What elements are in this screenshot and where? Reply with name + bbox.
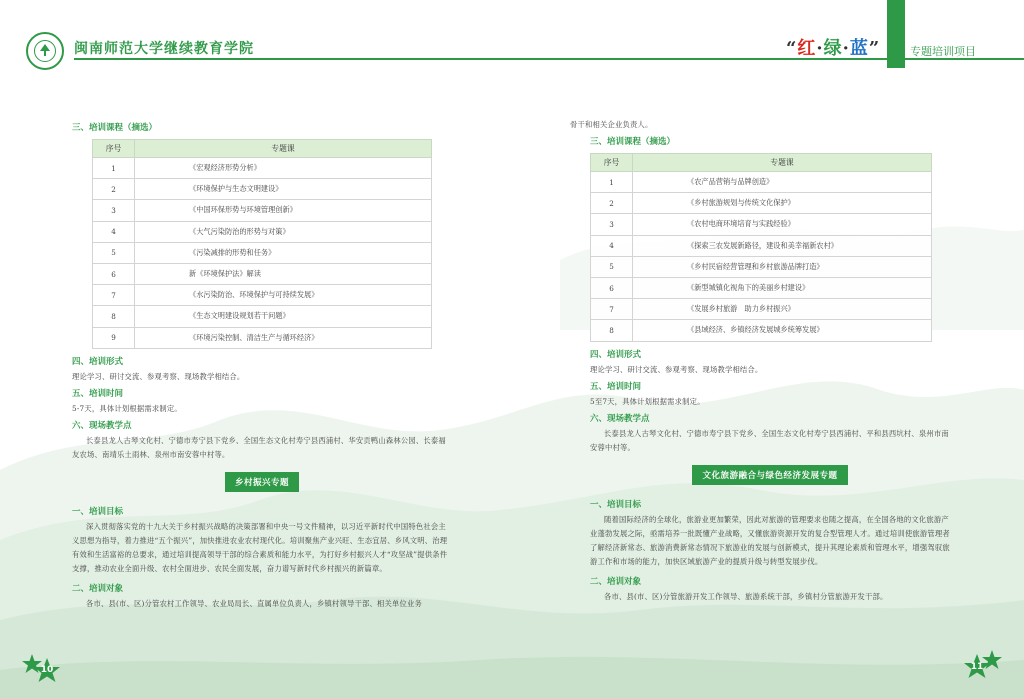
- time-heading: 五、培训时间: [72, 388, 124, 399]
- goal-heading: 一、培训目标: [72, 506, 124, 517]
- form-text: 理论学习、研讨交流、参观考察、现场教学相结合。: [590, 364, 763, 374]
- goal-text: 深入贯彻落实党的十九大关于乡村振兴战略的决策部署和中央一号文件精神，以习近平新时代中国特色社会主义思想为指导，着力推进“五个振兴”，加快推进农业农村现代化。培训聚焦产业兴旺、生态宜居、乡风文明、治理有效和生活富裕的总要求，通过培训提高领导干部的综合素质和能力水平，为打好乡村振兴人才“攻坚战”提供条件支撑，推动农业全面升级、农村全面进步、农民全面发展，奋力谱写新时代乡村振兴的新篇章。: [72, 521, 448, 573]
- table-row: 6 新《环境保护法》解读: [93, 263, 432, 284]
- form-text: 理论学习、研讨交流、参观考察、现场教学相结合。: [72, 371, 245, 381]
- table-row: 3 《中国环保形势与环境管理创新》: [93, 200, 432, 221]
- tree-icon: [38, 43, 52, 57]
- target-text: 各市、县(市、区)分管旅游开发工作领导、旅游系统干部，乡镇村分管旅游开发干部。: [604, 591, 888, 601]
- table-row: 4 《大气污染防治的形势与对策》: [93, 221, 432, 242]
- table-row: 8 《生态文明建设规划若干问题》: [93, 306, 432, 327]
- continuation-text: 骨干和相关企业负责人。: [570, 120, 653, 129]
- course-table: [590, 153, 932, 342]
- header-green-bar: [887, 0, 905, 68]
- table-row: 7 《发展乡村旅游 助力乡村振兴》: [591, 299, 932, 320]
- table-header-course: 专题课: [135, 140, 432, 158]
- site-text: 长泰县龙人古琴文化村、宁德市寿宁县下党乡、全国生态文化村寿宁县西浦村、华安贡鸭山森林公园、长泰福友农场、南靖乐土雨林、泉州市南安蓉中村等。: [72, 435, 446, 459]
- table-row: 1 《宏观经济形势分析》: [93, 158, 432, 179]
- table-row: 7 《水污染防治、环境保护与可持续发展》: [93, 285, 432, 306]
- courses-heading: 三、培训课程（摘选）: [590, 137, 676, 147]
- target-text: 各市、县(市、区)分管农村工作领导、农业局局长、直属单位负责人，乡镇村领导干部、相关单位业务: [86, 598, 422, 608]
- courses-heading: 三、培训课程（摘选）: [72, 123, 158, 133]
- table-row: 8 《县域经济、乡镇经济发展城乡统筹发展》: [591, 320, 932, 341]
- table-header-course: 专题课: [633, 154, 932, 172]
- table-header-no: 序号: [591, 154, 633, 172]
- topic-banner: 乡村振兴专题: [225, 472, 299, 492]
- university-logo: [26, 32, 64, 70]
- target-heading: 二、培训对象: [72, 583, 124, 594]
- table-row: 5 《污染减排的形势和任务》: [93, 242, 432, 263]
- page-number-left: 10: [40, 665, 54, 675]
- table-row: 6 《新型城镇化视角下的美丽乡村建设》: [591, 277, 932, 298]
- site-heading: 六、现场教学点: [590, 413, 650, 424]
- table-header-no: 序号: [93, 140, 135, 158]
- table-row: 3 《农村电商环境培育与实践经验》: [591, 214, 932, 235]
- left-page: [72, 118, 452, 611]
- form-heading: 四、培训形式: [72, 356, 124, 367]
- table-row: 2 《环境保护与生态文明建设》: [93, 179, 432, 200]
- right-page: [570, 118, 950, 604]
- table-row: 2 《乡村旅游规划与传统文化保护》: [591, 193, 932, 214]
- school-name: 闽南师范大学继续教育学院: [74, 41, 254, 57]
- table-row: 1 《农产品营销与品牌创造》: [591, 172, 932, 193]
- course-table: [92, 139, 432, 349]
- goal-text: 随着国际经济的全球化，旅游业更加繁荣，因此对旅游的管理要求也随之提高，在全国各地的文化旅游产业蓬勃发展之际，亟需培养一批既懂产业战略，又懂旅游资源开发的复合型管理人才。通过培训使旅游管理者了解经济新常态、旅游消费新常态情况下旅游业的发展与创新模式，提升其理论素质和管理水平，增强驾驭旅游工作和市场的能力，加快区域旅游产业的提质升级与转型发展步伐。: [590, 514, 950, 566]
- site-heading: 六、现场教学点: [72, 420, 132, 431]
- table-row: 9 《环境污染控制、清洁生产与循环经济》: [93, 327, 432, 348]
- header-divider: [74, 58, 1024, 60]
- topic-banner: 文化旅游融合与绿色经济发展专题: [692, 465, 847, 485]
- page-number-right: 11: [970, 662, 984, 672]
- site-text: 长泰县龙人古琴文化村、宁德市寿宁县下党乡、全国生态文化村寿宁县西浦村、平和县西坑村、泉州市南安蓉中村等。: [590, 428, 949, 452]
- header-title: “红·绿·蓝”: [786, 38, 881, 59]
- goal-heading: 一、培训目标: [590, 499, 642, 510]
- form-heading: 四、培训形式: [590, 349, 642, 360]
- time-text: 5-7天，具体计划根据需求制定。: [72, 403, 182, 413]
- table-row: 4 《探索三农发展新路径，建设和美幸福新农村》: [591, 235, 932, 256]
- time-text: 5至7天，具体计划根据需求制定。: [590, 396, 705, 406]
- header-subtitle: 专题培训项目: [910, 45, 976, 58]
- target-heading: 二、培训对象: [590, 576, 642, 587]
- table-row: 5 《乡村民宿经营管理和乡村旅游品牌打造》: [591, 256, 932, 277]
- time-heading: 五、培训时间: [590, 381, 642, 392]
